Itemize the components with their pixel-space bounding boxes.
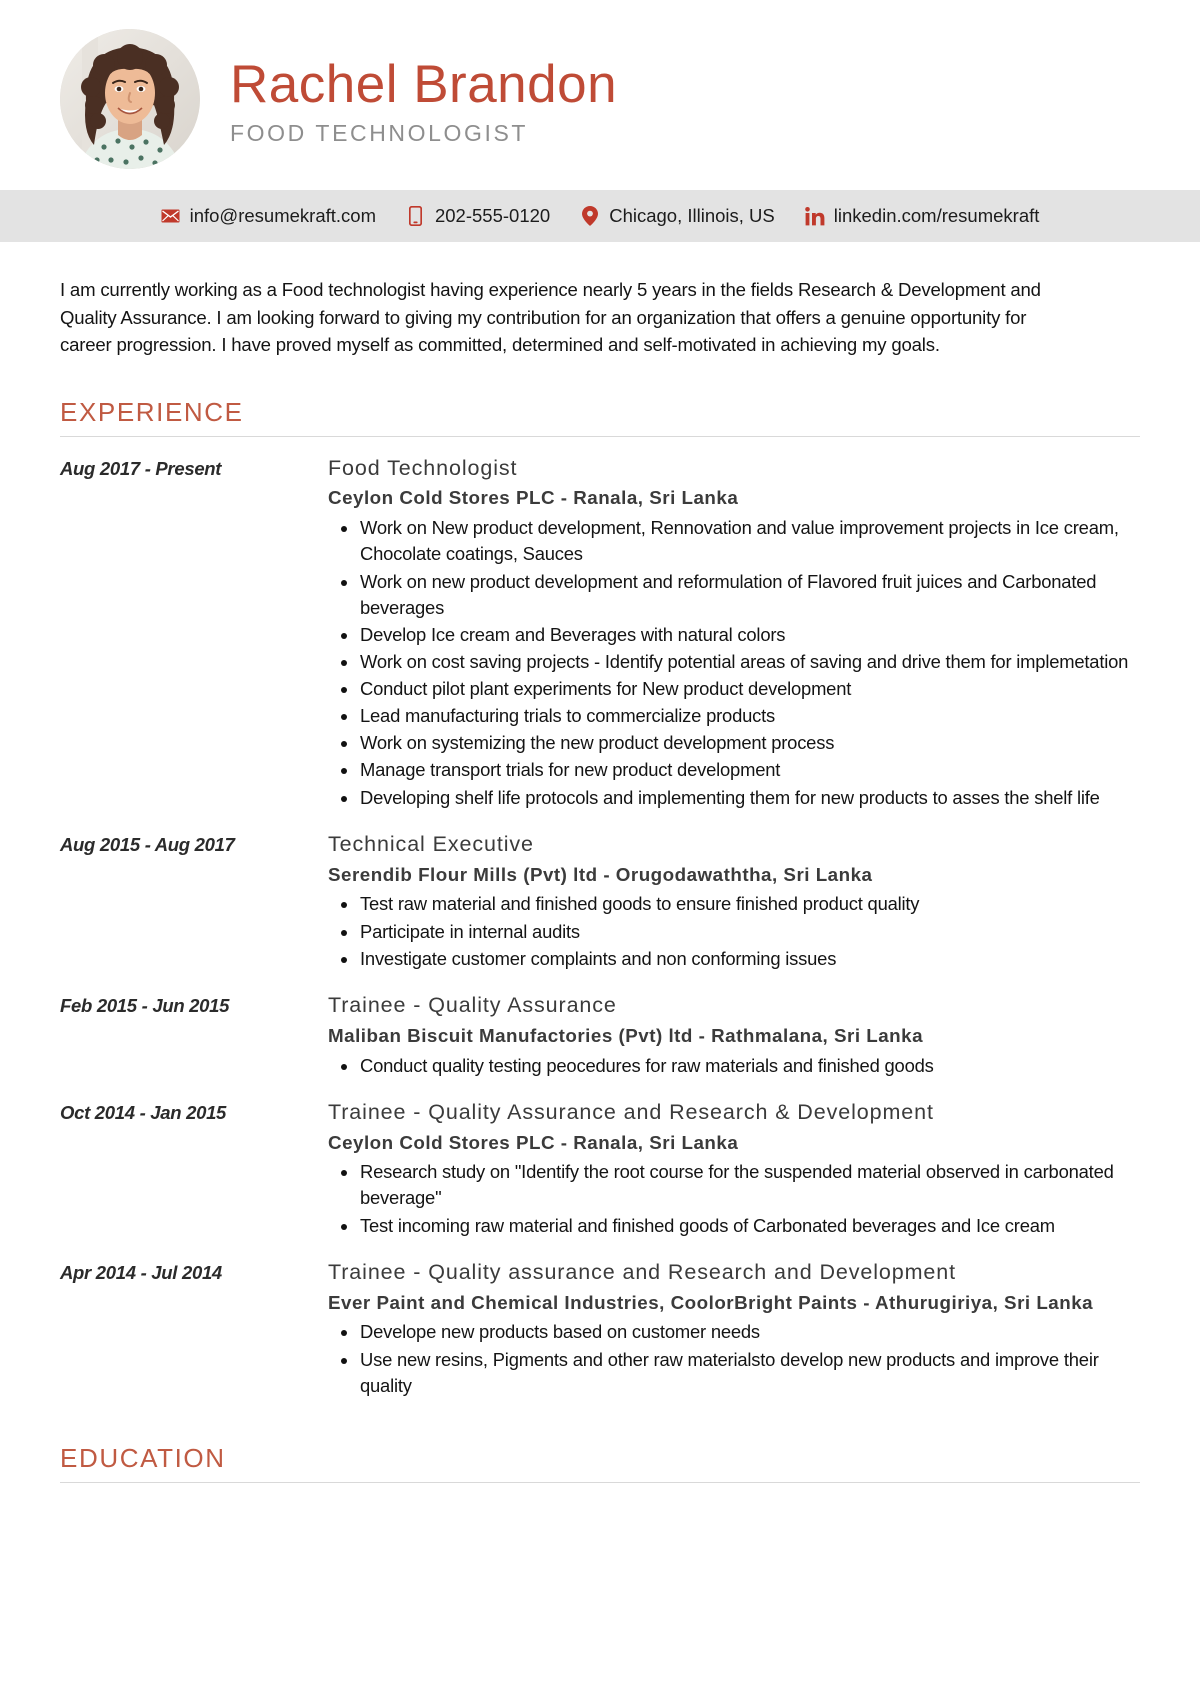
- experience-entry: [60, 1259, 1140, 1399]
- experience-company: Serendib Flour Mills (Pvt) ltd - Orugodawaththa, Sri Lanka: [328, 863, 873, 885]
- contact-email-text: info@resumekraft.com: [189, 205, 376, 226]
- contact-linkedin-text: linkedin.com/resumekraft: [833, 205, 1040, 226]
- experience-bullet: Test raw material and finished goods to ensure finished product quality: [328, 891, 1140, 917]
- experience-bullet: Test incoming raw material and finished goods of Carbonated beverages and Ice cream: [328, 1213, 1140, 1239]
- experience-dates: Aug 2017 - Present: [60, 457, 222, 479]
- email-icon: [161, 206, 181, 226]
- experience-bullet: Lead manufacturing trials to commercialize products: [328, 703, 1140, 729]
- experience-role: Technical Executive: [328, 831, 534, 856]
- experience-company: Ceylon Cold Stores PLC - Ranala, Sri Lanka: [328, 1131, 739, 1153]
- experience-bullet-list: [328, 1053, 1140, 1079]
- avatar: [60, 29, 200, 169]
- experience-bullet-list: [328, 1159, 1140, 1238]
- experience-company: Ever Paint and Chemical Industries, CoolorBright Paints - Athurugiriya, Sri Lanka: [328, 1291, 1094, 1313]
- experience-entry: [60, 455, 1140, 811]
- experience-dates: Apr 2014 - Jul 2014: [60, 1261, 222, 1283]
- contact-phone[interactable]: [406, 205, 550, 227]
- contact-email[interactable]: [161, 205, 376, 227]
- resume-header: [0, 0, 1200, 190]
- experience-dates: Oct 2014 - Jan 2015: [60, 1101, 227, 1123]
- education-section: [60, 1443, 1140, 1483]
- experience-bullet: Investigate customer complaints and non conforming issues: [328, 946, 1140, 972]
- experience-bullet: Manage transport trials for new product development: [328, 757, 1140, 783]
- education-heading: EDUCATION: [60, 1442, 226, 1473]
- experience-entry-body: [328, 1099, 1140, 1239]
- linkedin-icon: [805, 206, 825, 226]
- name-block: [230, 51, 617, 147]
- experience-bullet: Research study on "Identify the root course for the suspended material observed in carbonated beverage": [328, 1159, 1140, 1211]
- experience-entry: [60, 992, 1140, 1079]
- experience-entry-body: [328, 992, 1140, 1079]
- experience-bullet: Work on new product development and reformulation of Flavored fruit juices and Carbonated beverages: [328, 569, 1140, 621]
- contact-linkedin[interactable]: [805, 205, 1040, 227]
- experience-section: [60, 397, 1140, 1399]
- experience-bullet: Work on cost saving projects - Identify potential areas of saving and drive them for implemetation: [328, 649, 1140, 675]
- contact-location-text: Chicago, Illinois, US: [609, 205, 775, 226]
- experience-entry-body: [328, 831, 1140, 972]
- experience-bullet-list: [328, 1319, 1140, 1398]
- phone-icon: [406, 206, 426, 226]
- experience-bullet: Use new resins, Pigments and other raw materialsto develop new products and improve their quality: [328, 1347, 1140, 1399]
- experience-dates: Feb 2015 - Jun 2015: [60, 994, 230, 1016]
- experience-role: Food Technologist: [328, 455, 518, 480]
- experience-company: Maliban Biscuit Manufactories (Pvt) ltd - Rathmalana, Sri Lanka: [328, 1024, 924, 1046]
- experience-entry-body: [328, 1259, 1140, 1399]
- experience-bullet: Work on systemizing the new product development process: [328, 730, 1140, 756]
- experience-bullet: Develope new products based on customer needs: [328, 1319, 1140, 1345]
- experience-bullet: Develop Ice cream and Beverages with natural colors: [328, 622, 1140, 648]
- experience-bullet: Work on New product development, Rennovation and value improvement projects in Ice cream, Chocolate coatings, Sauces: [328, 515, 1140, 567]
- contact-bar: [0, 190, 1200, 242]
- experience-bullet: Conduct quality testing peocedures for raw materials and finished goods: [328, 1053, 1140, 1079]
- experience-bullet: Participate in internal audits: [328, 919, 1140, 945]
- profile-photo-illustration: [60, 29, 200, 169]
- experience-heading: EXPERIENCE: [60, 396, 244, 427]
- experience-bullet: Conduct pilot plant experiments for New product development: [328, 676, 1140, 702]
- professional-summary: I am currently working as a Food technologist having experience nearly 5 years in the fields Research & Development and Quality Assurance. I am looking forward to giving my contribution for an organization that offers a genuine opportunity for career progression. I have proved myself as committed, determined and self-motivated in achieving my goals.: [60, 279, 1041, 356]
- contact-location[interactable]: [580, 205, 775, 227]
- experience-bullet-list: [328, 515, 1140, 810]
- education-divider: [60, 1482, 1140, 1483]
- experience-bullet-list: [328, 891, 1140, 971]
- experience-entry: [60, 1099, 1140, 1239]
- experience-role: Trainee - Quality assurance and Research and Development: [328, 1259, 957, 1284]
- candidate-name: Rachel Brandon: [230, 55, 618, 115]
- experience-dates: Aug 2015 - Aug 2017: [60, 833, 235, 855]
- resume-content: [0, 242, 1200, 1483]
- candidate-job-title: FOOD TECHNOLOGIST: [230, 119, 529, 146]
- experience-role: Trainee - Quality Assurance and Research & Development: [328, 1099, 934, 1124]
- location-icon: [580, 206, 600, 226]
- experience-bullet: Developing shelf life protocols and implementing them for new products to asses the shelf life: [328, 785, 1140, 811]
- experience-company: Ceylon Cold Stores PLC - Ranala, Sri Lanka: [328, 487, 739, 509]
- contact-phone-text: 202-555-0120: [434, 205, 551, 226]
- experience-divider: [60, 436, 1140, 437]
- experience-entry: [60, 831, 1140, 972]
- experience-role: Trainee - Quality Assurance: [328, 992, 617, 1017]
- experience-list: [60, 455, 1140, 1399]
- experience-entry-body: [328, 455, 1140, 811]
